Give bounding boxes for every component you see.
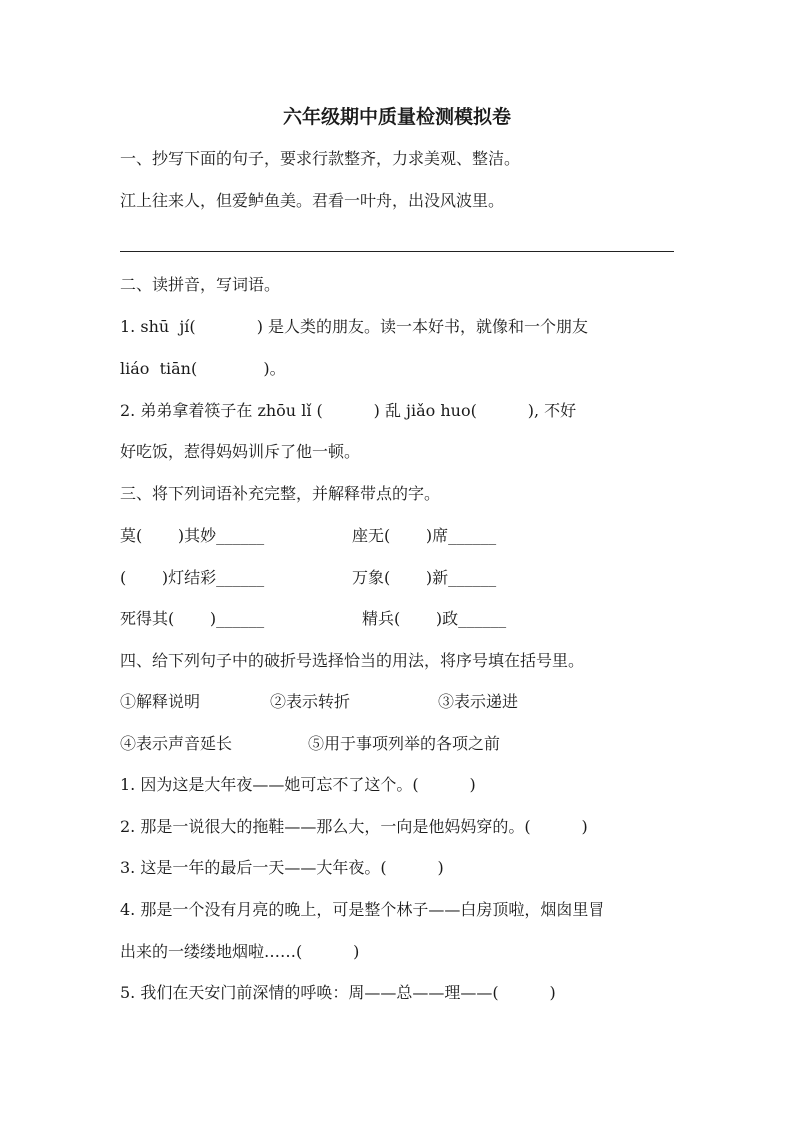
dash-option: ④表示声音延长 [120, 734, 233, 753]
section4-q2: 2. 那是一说很大的拖鞋——那么大，一向是他妈妈穿的。( ) [120, 817, 588, 836]
section4-q1: 1. 因为这是大年夜——她可忘不了这个。( ) [120, 775, 476, 794]
section4-heading: 四、给下列句子中的破折号选择恰当的用法，将序号填在括号里。 [120, 651, 585, 670]
section2-q1-line1: 1. shū jí( ) 是人类的朋友。读一本好书，就像和一个朋友 [120, 317, 589, 336]
copy-writing-line[interactable] [120, 251, 674, 252]
section1-sentence: 江上往来人，但爱鲈鱼美。君看一叶舟，出没风波里。 [120, 191, 505, 210]
section1-heading: 一、抄写下面的句子，要求行款整齐，力求美观、整洁。 [120, 149, 521, 168]
section4-q4-line1: 4. 那是一个没有月亮的晚上，可是整个林子——白房顶啦，烟囱里冒 [120, 900, 605, 919]
idiom-item: 死得其( )______ [120, 609, 265, 628]
section4-q5: 5. 我们在天安门前深情的呼唤：周——总——理——( ) [120, 983, 556, 1002]
section4-q4-line2: 出来的一缕缕地烟啦……( ) [120, 942, 360, 961]
section2-q2-line2: 好吃饭，惹得妈妈训斥了他一顿。 [120, 442, 361, 461]
section3-heading: 三、将下列词语补充完整，并解释带点的字。 [120, 484, 441, 503]
idiom-item: 万象( )新______ [352, 568, 497, 587]
page-title: 六年级期中质量检测模拟卷 [282, 106, 511, 128]
dash-option: ③表示递进 [438, 692, 519, 711]
idiom-item: 座无( )席______ [352, 526, 497, 545]
section2-q2-line1: 2. 弟弟拿着筷子在 zhōu lǐ ( ) 乱 jiǎo huo( ), 不好 [120, 401, 577, 420]
dash-option: ①解释说明 [120, 692, 201, 711]
section2-heading: 二、读拼音，写词语。 [120, 275, 281, 294]
idiom-item: 精兵( )政______ [362, 609, 507, 628]
dash-option: ②表示转折 [270, 692, 351, 711]
section2-q1-line2: liáo tiān( )。 [120, 359, 286, 378]
dash-option: ⑤用于事项列举的各项之前 [308, 734, 501, 753]
idiom-item: 莫( )其妙______ [120, 526, 265, 545]
idiom-item: ( )灯结彩______ [120, 568, 265, 587]
section4-q3: 3. 这是一年的最后一天——大年夜。( ) [120, 858, 444, 877]
